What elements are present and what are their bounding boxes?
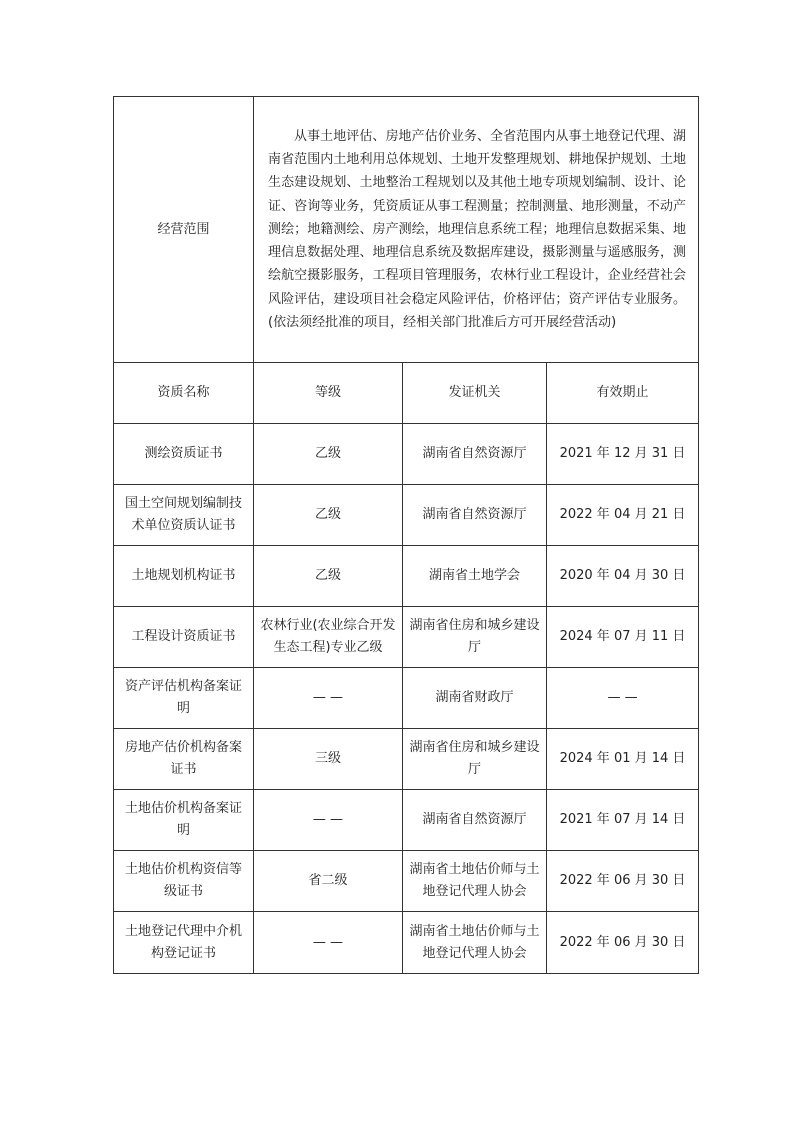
- header-issuer: 发证机关: [403, 363, 547, 424]
- qualification-validity: 2022 年 04 月 21 日: [547, 485, 699, 546]
- qualification-table: [113, 96, 699, 974]
- qualification-name: 国土空间规划编制技术单位资质认证书: [114, 485, 254, 546]
- qualification-level: 乙级: [254, 546, 403, 607]
- qualification-validity: 2020 年 04 月 30 日: [547, 546, 699, 607]
- qualification-level: — —: [254, 668, 403, 729]
- qualification-issuer: 湖南省自然资源厅: [403, 485, 547, 546]
- qualification-name: 工程设计资质证书: [114, 607, 254, 668]
- qualification-level: 省二级: [254, 851, 403, 912]
- qualification-validity: 2021 年 07 月 14 日: [547, 790, 699, 851]
- qualification-issuer: 湖南省财政厅: [403, 668, 547, 729]
- qualification-level: 乙级: [254, 485, 403, 546]
- qualification-level: — —: [254, 912, 403, 974]
- table-row: [114, 668, 699, 729]
- qualification-name: 土地规划机构证书: [114, 546, 254, 607]
- qualification-validity: 2024 年 07 月 11 日: [547, 607, 699, 668]
- qualification-name: 土地登记代理中介机构登记证书: [114, 912, 254, 974]
- table-header-row: [114, 363, 699, 424]
- qualification-name: 土地估价机构资信等级证书: [114, 851, 254, 912]
- qualification-issuer: 湖南省土地估价师与土地登记代理人协会: [403, 912, 547, 974]
- document-page: [113, 96, 698, 974]
- business-scope-label: 经营范围: [114, 97, 254, 363]
- qualification-name: 测绘资质证书: [114, 424, 254, 485]
- table-row: [114, 851, 699, 912]
- qualification-validity: 2021 年 12 月 31 日: [547, 424, 699, 485]
- business-scope-text: 从事土地评估、房地产估价业务、全省范围内从事土地登记代理、湖南省范围内土地利用总体规划、土地开发整理规划、耕地保护规划、土地生态建设规划、土地整治工程规划以及其他土地专项规划编制、设计、论证、咨询等业务，凭资质证从事工程测量；控制测量、地形测量，不动产测绘；地籍测绘、房产测绘，地理信息系统工程；地理信息数据采集、地理信息数据处理、地理信息系统及数据库建设，摄影测量与遥感服务，测绘航空摄影服务，工程项目管理服务，农林行业工程设计，企业经营社会风险评估，建设项目社会稳定风险评估，价格评估；资产评估专业服务。(依法须经批准的项目，经相关部门批准后方可开展经营活动): [254, 97, 699, 363]
- qualification-validity: 2022 年 06 月 30 日: [547, 912, 699, 974]
- table-row: [114, 485, 699, 546]
- header-validity: 有效期止: [547, 363, 699, 424]
- qualification-level: 乙级: [254, 424, 403, 485]
- table-row: [114, 790, 699, 851]
- table-row: [114, 546, 699, 607]
- qualification-name: 房地产估价机构备案证书: [114, 729, 254, 790]
- qualification-level: 农林行业(农业综合开发生态工程)专业乙级: [254, 607, 403, 668]
- business-scope-row: [114, 97, 699, 363]
- table-row: [114, 424, 699, 485]
- qualification-issuer: 湖南省自然资源厅: [403, 424, 547, 485]
- qualification-validity: — —: [547, 668, 699, 729]
- qualification-name: 资产评估机构备案证明: [114, 668, 254, 729]
- header-name: 资质名称: [114, 363, 254, 424]
- qualification-issuer: 湖南省住房和城乡建设厅: [403, 607, 547, 668]
- qualification-name: 土地估价机构备案证明: [114, 790, 254, 851]
- table-row: [114, 607, 699, 668]
- qualification-level: 三级: [254, 729, 403, 790]
- qualification-issuer: 湖南省土地学会: [403, 546, 547, 607]
- qualification-issuer: 湖南省自然资源厅: [403, 790, 547, 851]
- qualification-validity: 2024 年 01 月 14 日: [547, 729, 699, 790]
- qualification-level: — —: [254, 790, 403, 851]
- qualification-validity: 2022 年 06 月 30 日: [547, 851, 699, 912]
- header-level: 等级: [254, 363, 403, 424]
- qualification-issuer: 湖南省住房和城乡建设厅: [403, 729, 547, 790]
- table-row: [114, 729, 699, 790]
- table-row: [114, 912, 699, 974]
- qualification-issuer: 湖南省土地估价师与土地登记代理人协会: [403, 851, 547, 912]
